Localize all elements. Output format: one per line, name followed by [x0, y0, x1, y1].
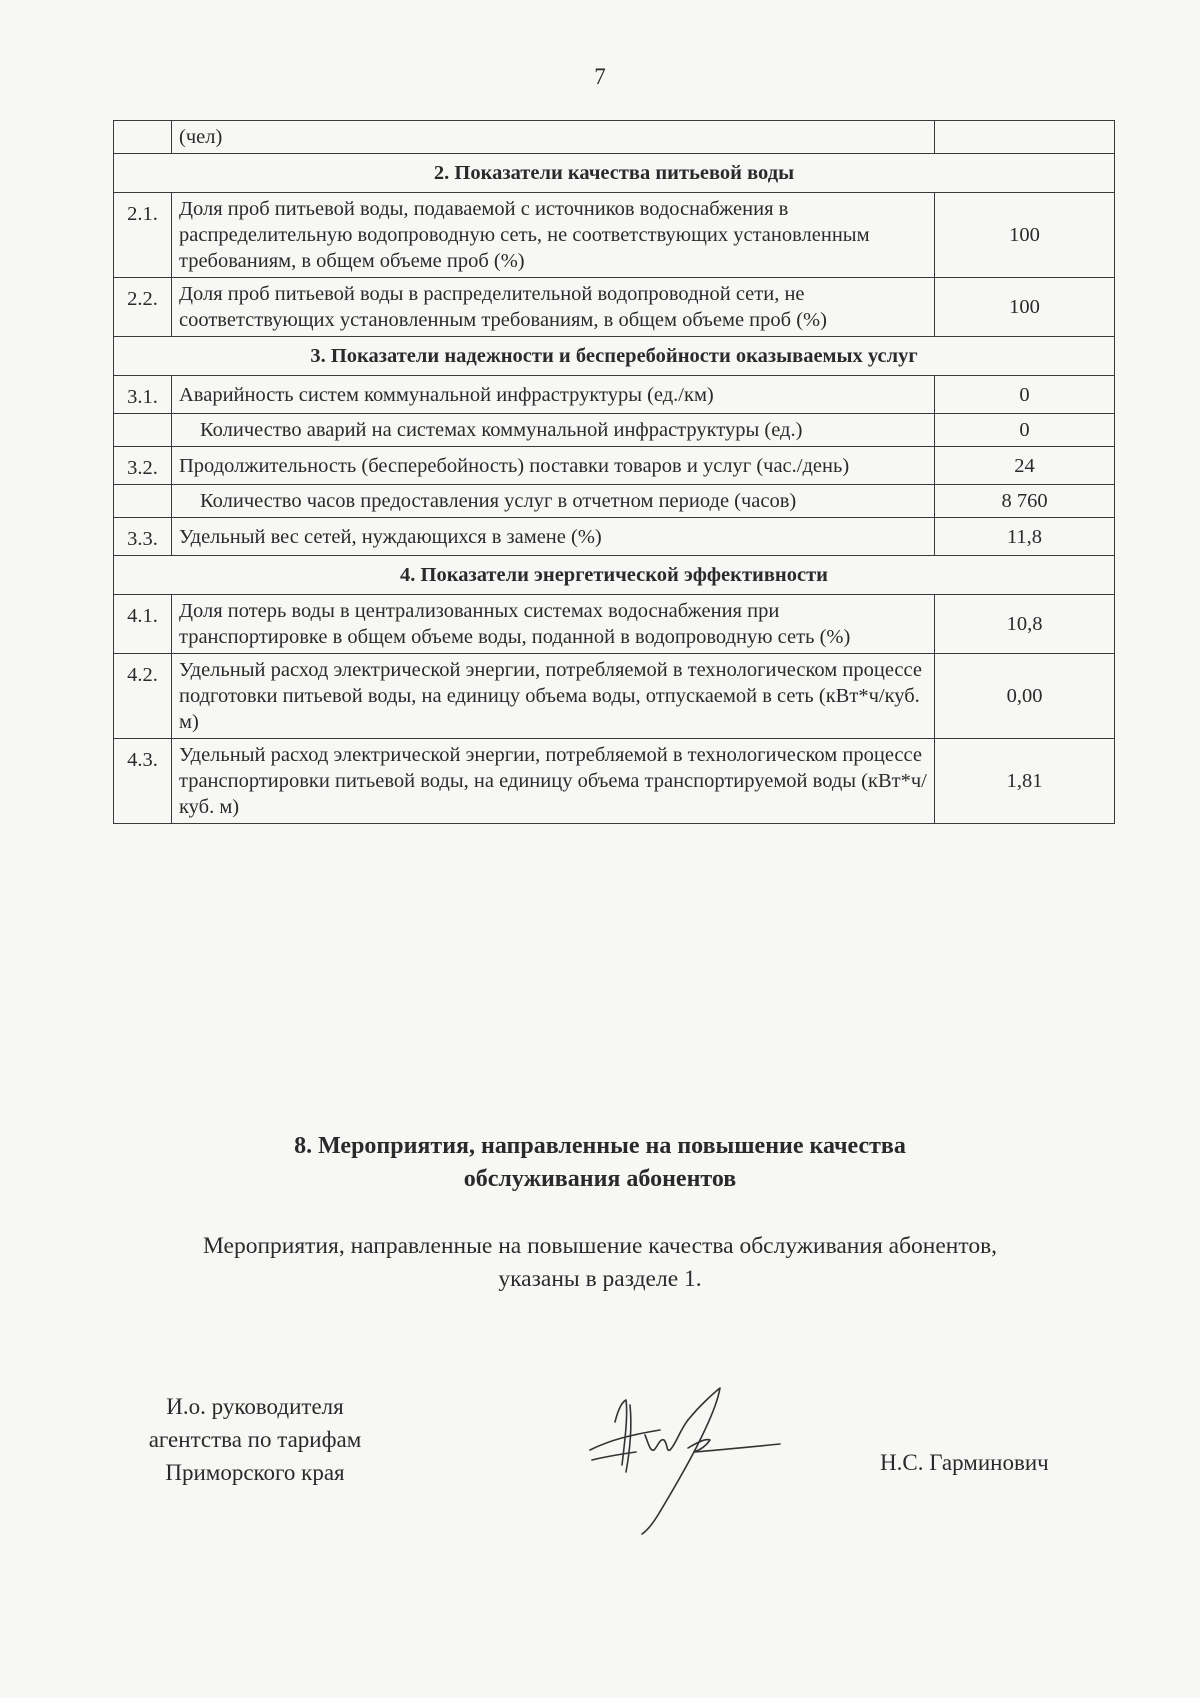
- indicator-value: 11,8: [935, 518, 1115, 556]
- indicator-value: 10,8: [935, 595, 1115, 654]
- indicator-value: 100: [935, 193, 1115, 278]
- row-number: 4.3.: [114, 739, 172, 824]
- table-row: [114, 518, 1115, 556]
- table-section-header: [114, 337, 1115, 376]
- signatory-position-line-1: И.о. руководителя: [166, 1394, 344, 1419]
- section-8-title: [0, 1130, 1200, 1196]
- row-number: 2.2.: [114, 278, 172, 337]
- indicator-value: 1,81: [935, 739, 1115, 824]
- page-number: 7: [594, 64, 606, 89]
- indicator-value: 0: [935, 376, 1115, 414]
- indicator-name: Удельный вес сетей, нуждающихся в замене (%): [172, 518, 935, 556]
- table-row: [114, 447, 1115, 485]
- indicator-name: Количество аварий на системах коммунальной инфраструктуры (ед.): [172, 414, 935, 447]
- indicator-value: 8 760: [935, 485, 1115, 518]
- indicator-name: Удельный расход электрической энергии, потребляемой в технологическом процессе подготовки питьевой воды, на единицу объема воды, отпускаемой в сеть (кВт*ч/куб. м): [172, 654, 935, 739]
- row-number: [114, 414, 172, 447]
- indicator-name: Доля потерь воды в централизованных системах водоснабжения при транспортировке в общем объеме воды, поданной в водопроводную сеть (%): [172, 595, 935, 654]
- handwritten-signature: [570, 1380, 800, 1540]
- indicator-value: [935, 121, 1115, 154]
- indicator-name: Продолжительность (бесперебойность) поставки товаров и услуг (час./день): [172, 447, 935, 485]
- section-8-text: [0, 1230, 1200, 1296]
- table-section-header: [114, 154, 1115, 193]
- section-title: 3. Показатели надежности и бесперебойности оказываемых услуг: [114, 337, 1115, 376]
- table-row: [114, 376, 1115, 414]
- signatory-position-line-3: Приморского края: [165, 1460, 345, 1485]
- indicator-name: Доля проб питьевой воды, подаваемой с источников водоснабжения в распределительную водопроводную сеть, не соответствующих установленным требованиям, в общем объеме проб (%): [172, 193, 935, 278]
- indicator-value: 100: [935, 278, 1115, 337]
- row-number: [114, 485, 172, 518]
- section-title: 2. Показатели качества питьевой воды: [114, 154, 1115, 193]
- section-8-title-line-2: обслуживания абонентов: [463, 1166, 737, 1192]
- signatory-position-line-2: агентства по тарифам: [148, 1427, 362, 1452]
- signatory-name: Н.С. Гарминович: [880, 1450, 1049, 1475]
- indicator-value: 0: [935, 414, 1115, 447]
- table-row: [114, 485, 1115, 518]
- table-row: [114, 414, 1115, 447]
- row-number: [114, 121, 172, 154]
- indicator-name: (чел): [172, 121, 935, 154]
- row-number: 4.1.: [114, 595, 172, 654]
- row-number: 4.2.: [114, 654, 172, 739]
- indicator-name: Удельный расход электрической энергии, потребляемой в технологическом процессе транспортировки питьевой воды, на единицу объема транспортируемой воды (кВт*ч/куб. м): [172, 739, 935, 824]
- indicator-name: Аварийность систем коммунальной инфраструктуры (ед./км): [172, 376, 935, 414]
- row-number: 3.2.: [114, 447, 172, 485]
- row-number: 2.1.: [114, 193, 172, 278]
- table-row: [114, 121, 1115, 154]
- signatory-position: [110, 1390, 400, 1489]
- table-row: [114, 739, 1115, 824]
- row-number: 3.1.: [114, 376, 172, 414]
- indicator-value: 24: [935, 447, 1115, 485]
- section-8-title-line-1: 8. Мероприятия, направленные на повышение качества: [294, 1133, 906, 1159]
- indicator-name: Доля проб питьевой воды в распределительной водопроводной сети, не соответствующих установленным требованиям, в общем объеме проб (%): [172, 278, 935, 337]
- indicator-name: Количество часов предоставления услуг в отчетном периоде (часов): [172, 485, 935, 518]
- indicator-value: 0,00: [935, 654, 1115, 739]
- row-number: 3.3.: [114, 518, 172, 556]
- section-8-text-line-2: указаны в разделе 1.: [498, 1266, 702, 1292]
- table-row: [114, 654, 1115, 739]
- section-title: 4. Показатели энергетической эффективности: [114, 556, 1115, 595]
- table-row: [114, 193, 1115, 278]
- indicators-table: [113, 120, 1115, 824]
- table-row: [114, 595, 1115, 654]
- table-row: [114, 278, 1115, 337]
- table-section-header: [114, 556, 1115, 595]
- section-8-text-line-1: Мероприятия, направленные на повышение качества обслуживания абонентов,: [202, 1233, 998, 1259]
